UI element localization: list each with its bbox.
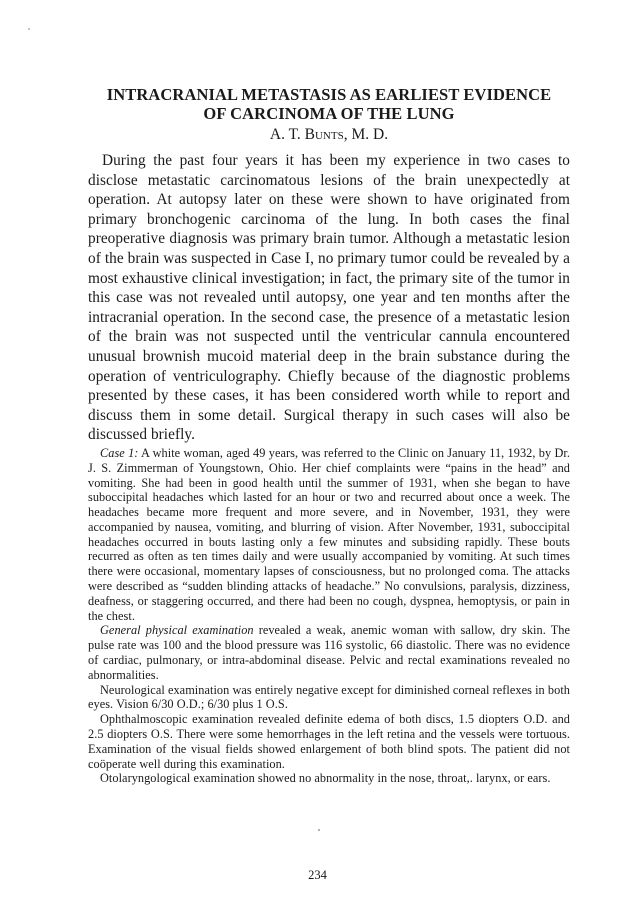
title-line-1: INTRACRANIAL METASTASIS AS EARLIEST EVIDENCE [106,85,552,104]
intro-paragraph: During the past four years it has been my experience in two cases to disclose metastatic carcinomatous lesions of the brain unexpectedly at operation. At autopsy later on these were shown to have originated from primary bronchogenic carcinoma of the lung. In both cases the final preoperative diagnosis was primary brain tumor. Although a metastatic lesion of the brain was suspected in Case I, no primary tumor could be revealed by a most exhaustive clinical investigation; in fact, the primary site of the tumor in this case was not revealed until autopsy, one year and ten months after the intracranial operation. In the second case, the presence of a metastatic lesion of the brain was not suspected until the ventricular cannula encountered unusual brownish mucoid material deep in the brain substance during the operation of ventriculography. Chiefly because of the diagnostic problems presented by these cases, it has been considered worth while to report and discuss them in some detail. Surgical therapy in such cases will also be discussed briefly. [88,152,570,444]
otolaryngological-paragraph: Otolaryngological examination showed no abnormality in the nose, throat,. larynx, or ears. [100,771,551,786]
physical-exam-paragraph [88,623,570,682]
article-page [88,85,570,786]
scan-speck-2 [318,829,320,831]
physical-exam-lead: General physical examination [100,623,254,638]
author-surname: Bunts [304,126,344,143]
case-1-lead: Case 1: [100,445,139,460]
physical-exam-text: revealed a weak, anemic woman with sallow, dry skin. The pulse rate was 100 and the blood pressure was 116 systolic, 66 diastolic. There was no evidence of cardiac, pulmonary, or intra-abdominal disease. Pelvic and rectal examinations revealed no abnormalities. [88,623,570,682]
case-1-paragraph [88,446,570,624]
ophthalmoscopic-paragraph: Ophthalmoscopic examination revealed definite edema of both discs, 1.5 diopters O.D. and 2.5 diopters O.S. There were some hemorrhages in the left retina and the vessels were tortuous. Examination of the visual fields showed enlargement of both blind spots. The patient did not coöperate well during this examination. [88,712,570,771]
page-number: 234 [308,868,327,882]
title-line-2: OF CARCINOMA OF THE LUNG [203,104,455,123]
case-1-text: A white woman, aged 49 years, was referred to the Clinic on January 11, 1932, by Dr. J. S. Zimmerman of Youngstown, Ohio. Her chief complaints were “pains in the head” and vomiting. She had been in good health until the summer of 1931, when she began to have suboccipital headaches which lasted for an hour or two and recurred about once a week. The headaches became more frequent and more severe, and in November, 1931, they were accompanied by nausea, vomiting, and blurring of vision. After November, 1931, suboccipital headaches occurred in bouts lasting only a few minutes and subsiding rapidly. These bouts recurred as often as ten times daily and were usually accompanied by vomiting. At such times there were occasional, momentary lapses of consciousness, but no prolonged coma. The attacks were described as “sudden blinding attacks of headache.” No convulsions, paralysis, dizziness, deafness, or staggering occurred, and there had been no cough, dyspnea, hemoptysis, or pain in the chest. [88,445,570,623]
author-prefix: A. T. [269,126,305,143]
neurological-paragraph: Neurological examination was entirely negative except for diminished corneal reflexes in both eyes. Vision 6/30 O.D.; 6/30 plus 1 O.S. [88,682,570,712]
article-title [88,85,570,123]
case-report [88,446,570,786]
author-suffix: , M. D. [343,126,389,143]
scan-speck [28,28,30,30]
author-byline [88,125,570,144]
